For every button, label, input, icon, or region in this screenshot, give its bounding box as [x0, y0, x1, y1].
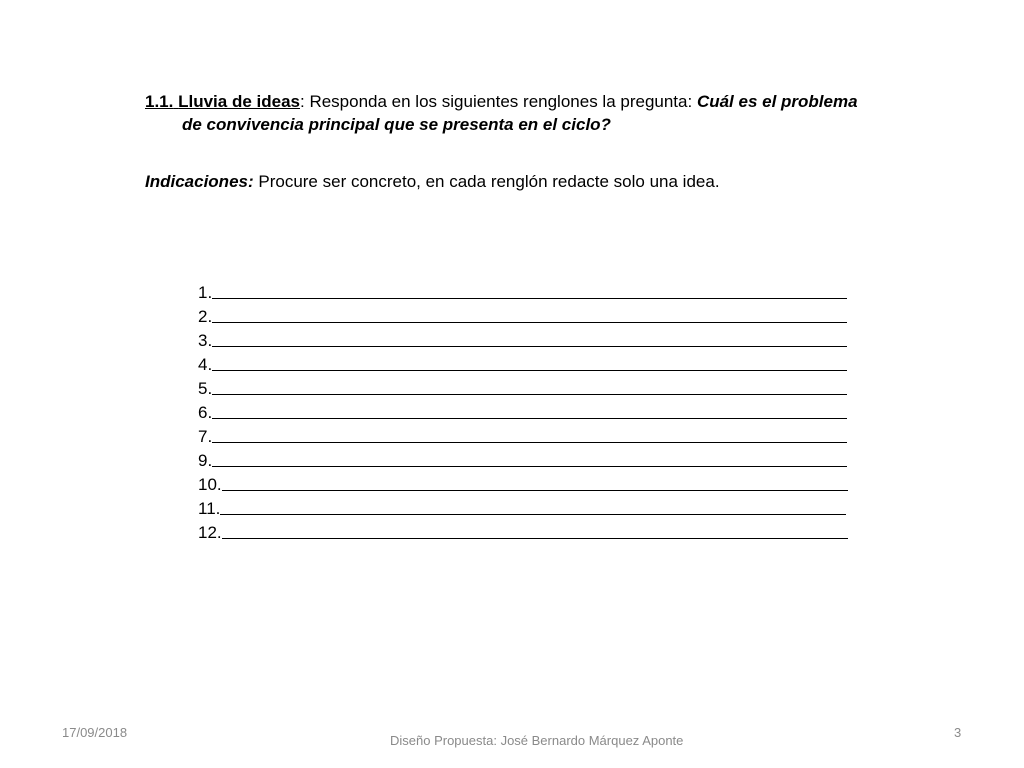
answer-rule[interactable]: [212, 417, 847, 419]
answer-rule[interactable]: [212, 441, 847, 443]
answer-number: 5.: [198, 379, 213, 398]
question-heading: [145, 92, 300, 111]
question-ask-line1: Cuál es el problema: [696, 92, 858, 111]
answer-number: 1.: [198, 283, 213, 302]
question-number: 1.1.: [145, 92, 174, 111]
footer-credit: Diseño Propuesta: José Bernardo Márquez Aponte: [390, 733, 684, 748]
answer-list: [198, 278, 858, 542]
answer-line-5[interactable]: [198, 374, 858, 398]
answer-line-12[interactable]: [198, 518, 858, 542]
answer-line-6[interactable]: [198, 398, 858, 422]
answer-line-9[interactable]: [198, 446, 858, 470]
answer-line-4[interactable]: [198, 350, 858, 374]
question-separator: :: [299, 92, 305, 111]
question-ask-line2: de convivencia principal que se presenta en el ciclo?: [182, 115, 611, 134]
answer-rule[interactable]: [212, 297, 847, 299]
answer-rule[interactable]: [222, 537, 848, 539]
footer-date: 17/09/2018: [62, 725, 128, 740]
question-title: Lluvia de ideas: [178, 92, 300, 111]
answer-rule[interactable]: [212, 393, 847, 395]
answer-number: 10.: [198, 475, 222, 494]
answer-rule[interactable]: [222, 489, 848, 491]
answer-number: 11.: [198, 499, 221, 518]
answer-number: 6.: [198, 403, 213, 422]
answer-line-11[interactable]: [198, 494, 858, 518]
answer-number: 3.: [198, 331, 213, 350]
footer-page-number: 3: [954, 725, 962, 740]
answer-line-7[interactable]: [198, 422, 858, 446]
answer-number: 7.: [198, 427, 213, 446]
answer-line-10[interactable]: [198, 470, 858, 494]
answer-rule[interactable]: [212, 321, 847, 323]
answer-number: 4.: [198, 355, 213, 374]
answer-line-2[interactable]: [198, 302, 858, 326]
answer-number: 9.: [198, 451, 213, 470]
answer-number: 12.: [198, 523, 222, 542]
answer-rule[interactable]: [212, 345, 847, 347]
answer-line-1[interactable]: [198, 278, 858, 302]
answer-rule[interactable]: [220, 513, 846, 515]
instructions: [145, 170, 905, 193]
question-block: [145, 90, 905, 136]
instructions-text: Procure ser concreto, en cada renglón redacte solo una idea.: [253, 172, 720, 191]
question-prompt: Responda en los siguientes renglones la pregunta:: [304, 92, 697, 111]
answer-number: 2.: [198, 307, 213, 326]
answer-rule[interactable]: [212, 465, 847, 467]
instructions-label: Indicaciones:: [145, 172, 254, 191]
answer-rule[interactable]: [212, 369, 847, 371]
answer-line-3[interactable]: [198, 326, 858, 350]
